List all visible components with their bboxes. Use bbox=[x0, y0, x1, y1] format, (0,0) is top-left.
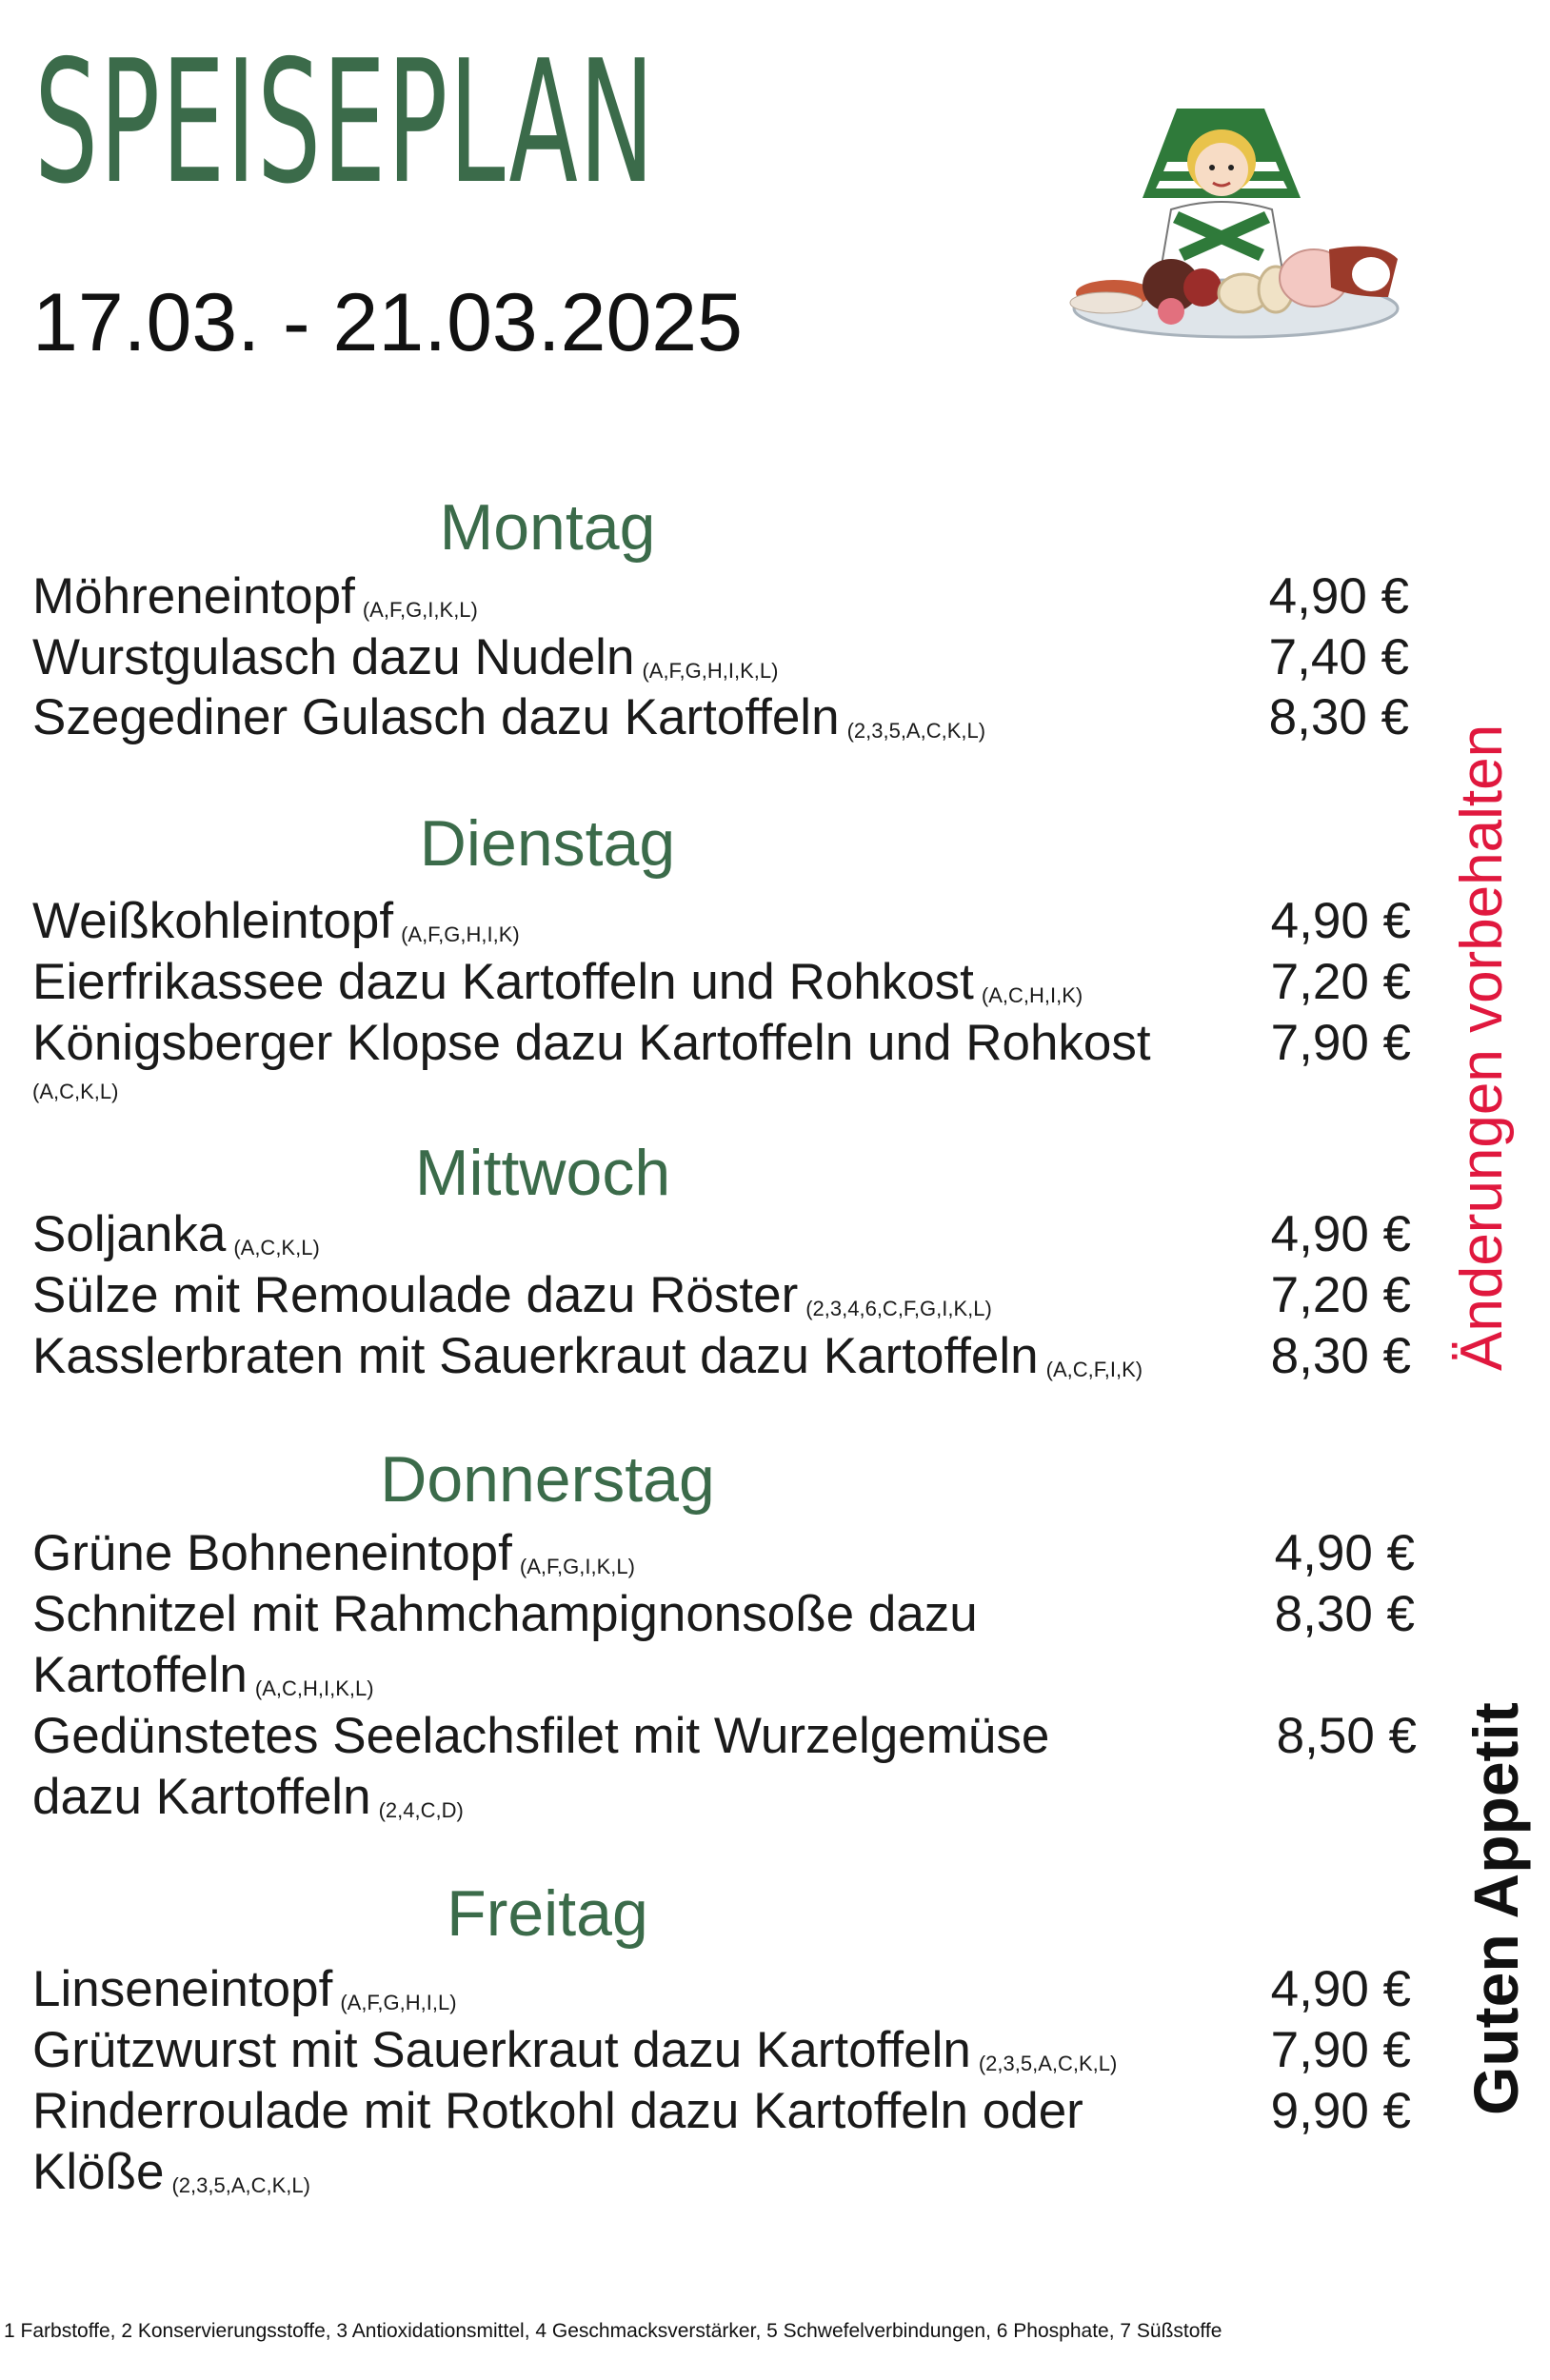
allergen-codes: (A,C,K,L) bbox=[233, 1236, 320, 1259]
dish-price: 4,90 € bbox=[1270, 1961, 1411, 2017]
dish-price: 8,50 € bbox=[1276, 1708, 1417, 1764]
dish-price: 9,90 € bbox=[1270, 2083, 1411, 2139]
dish-price: 8,30 € bbox=[1274, 1586, 1415, 1642]
guten-appetit-note: Guten Appetit bbox=[1461, 1702, 1531, 2115]
dish-item: Gedünstetes Seelachsfilet mit Wurzelgemüse bbox=[32, 1708, 1050, 1764]
dish-item-continued: Kartoffeln (A,C,H,I,K,L) bbox=[32, 1647, 374, 1703]
dish-item: Wurstgulasch dazu Nudeln (A,F,G,H,I,K,L) bbox=[32, 629, 779, 685]
dish-item: Linseneintopf (A,F,G,H,I,L) bbox=[32, 1961, 457, 2017]
butcher-girl-with-sausage-platter-icon bbox=[1064, 107, 1407, 345]
dish-price: 7,40 € bbox=[1268, 629, 1409, 685]
dish-item: Kasslerbraten mit Sauerkraut dazu Kartoffeln (A,C,F,I,K) bbox=[32, 1328, 1143, 1384]
allergen-codes: (A,F,G,H,I,K) bbox=[401, 922, 520, 946]
dish-price: 8,30 € bbox=[1268, 689, 1409, 745]
dish-price: 7,20 € bbox=[1270, 1267, 1411, 1323]
allergen-codes: (A,C,F,I,K) bbox=[1045, 1358, 1143, 1381]
allergen-codes: (2,4,C,D) bbox=[378, 1798, 464, 1822]
dish-item: Soljanka (A,C,K,L) bbox=[32, 1206, 320, 1262]
dish-price: 4,90 € bbox=[1270, 893, 1411, 949]
additives-footnote: 1 Farbstoffe, 2 Konservierungsstoffe, 3 Antioxidationsmittel, 4 Geschmacksverstärker, 5 Schwefelverbindungen, 6 Phosphate, 7 Süßstoffe bbox=[4, 2320, 1222, 2342]
allergen-codes: (2,3,5,A,C,K,L) bbox=[978, 2052, 1118, 2075]
allergen-codes: (A,F,G,H,I,L) bbox=[340, 1991, 457, 2014]
dish-item: Möhreneintopf (A,F,G,I,K,L) bbox=[32, 568, 478, 625]
dish-item: Grüne Bohneneintopf (A,F,G,I,K,L) bbox=[32, 1525, 635, 1581]
day-heading-montag: Montag bbox=[439, 491, 656, 564]
dish-item: Eierfrikassee dazu Kartoffeln und Rohkost (A,C,H,I,K) bbox=[32, 954, 1083, 1010]
dish-item-codes bbox=[32, 1064, 118, 1106]
allergen-codes: (A,C,H,I,K) bbox=[981, 983, 1083, 1007]
dish-price: 4,90 € bbox=[1270, 1206, 1411, 1262]
dish-item: Grützwurst mit Sauerkraut dazu Kartoffeln (2,3,5,A,C,K,L) bbox=[32, 2022, 1118, 2078]
dish-item: Schnitzel mit Rahmchampignonsoße dazu bbox=[32, 1586, 978, 1642]
allergen-codes: (A,F,G,I,K,L) bbox=[362, 598, 478, 622]
dish-item: Rinderroulade mit Rotkohl dazu Kartoffeln oder bbox=[32, 2083, 1083, 2139]
day-heading-mittwoch: Mittwoch bbox=[414, 1137, 671, 1209]
allergen-codes: (2,3,4,6,C,F,G,I,K,L) bbox=[805, 1297, 992, 1320]
dish-item: Szegediner Gulasch dazu Kartoffeln (2,3,5,A,C,K,L) bbox=[32, 689, 986, 745]
dish-price: 8,30 € bbox=[1270, 1328, 1411, 1384]
dish-item: Königsberger Klopse dazu Kartoffeln und Rohkost bbox=[32, 1015, 1151, 1071]
allergen-codes: (2,3,5,A,C,K,L) bbox=[171, 2173, 310, 2197]
dish-price: 7,90 € bbox=[1270, 2022, 1411, 2078]
dish-price: 7,90 € bbox=[1270, 1015, 1411, 1071]
dish-item: Sülze mit Remoulade dazu Röster (2,3,4,6,C,F,G,I,K,L) bbox=[32, 1267, 992, 1323]
dish-price: 4,90 € bbox=[1274, 1525, 1415, 1581]
day-heading-donnerstag: Donnerstag bbox=[380, 1443, 715, 1516]
allergen-codes: (A,F,G,H,I,K,L) bbox=[642, 659, 779, 683]
allergen-codes: (A,C,H,I,K,L) bbox=[254, 1676, 374, 1700]
page-title: SPEISEPLAN bbox=[34, 24, 656, 221]
dish-price: 7,20 € bbox=[1270, 954, 1411, 1010]
dish-item-continued: Klöße (2,3,5,A,C,K,L) bbox=[32, 2144, 310, 2200]
day-heading-freitag: Freitag bbox=[447, 1877, 648, 1950]
allergen-codes: (2,3,5,A,C,K,L) bbox=[846, 719, 986, 743]
allergen-codes: (A,C,K,L) bbox=[32, 1080, 119, 1103]
date-range: 17.03. - 21.03.2025 bbox=[32, 277, 743, 368]
dish-item-continued: dazu Kartoffeln (2,4,C,D) bbox=[32, 1769, 464, 1825]
dish-item: Weißkohleintopf (A,F,G,H,I,K) bbox=[32, 893, 520, 949]
changes-reserved-note: Änderungen vorbehalten bbox=[1449, 724, 1515, 1371]
dish-price: 4,90 € bbox=[1268, 568, 1409, 625]
allergen-codes: (A,F,G,I,K,L) bbox=[519, 1555, 635, 1578]
day-heading-dienstag: Dienstag bbox=[419, 807, 676, 880]
